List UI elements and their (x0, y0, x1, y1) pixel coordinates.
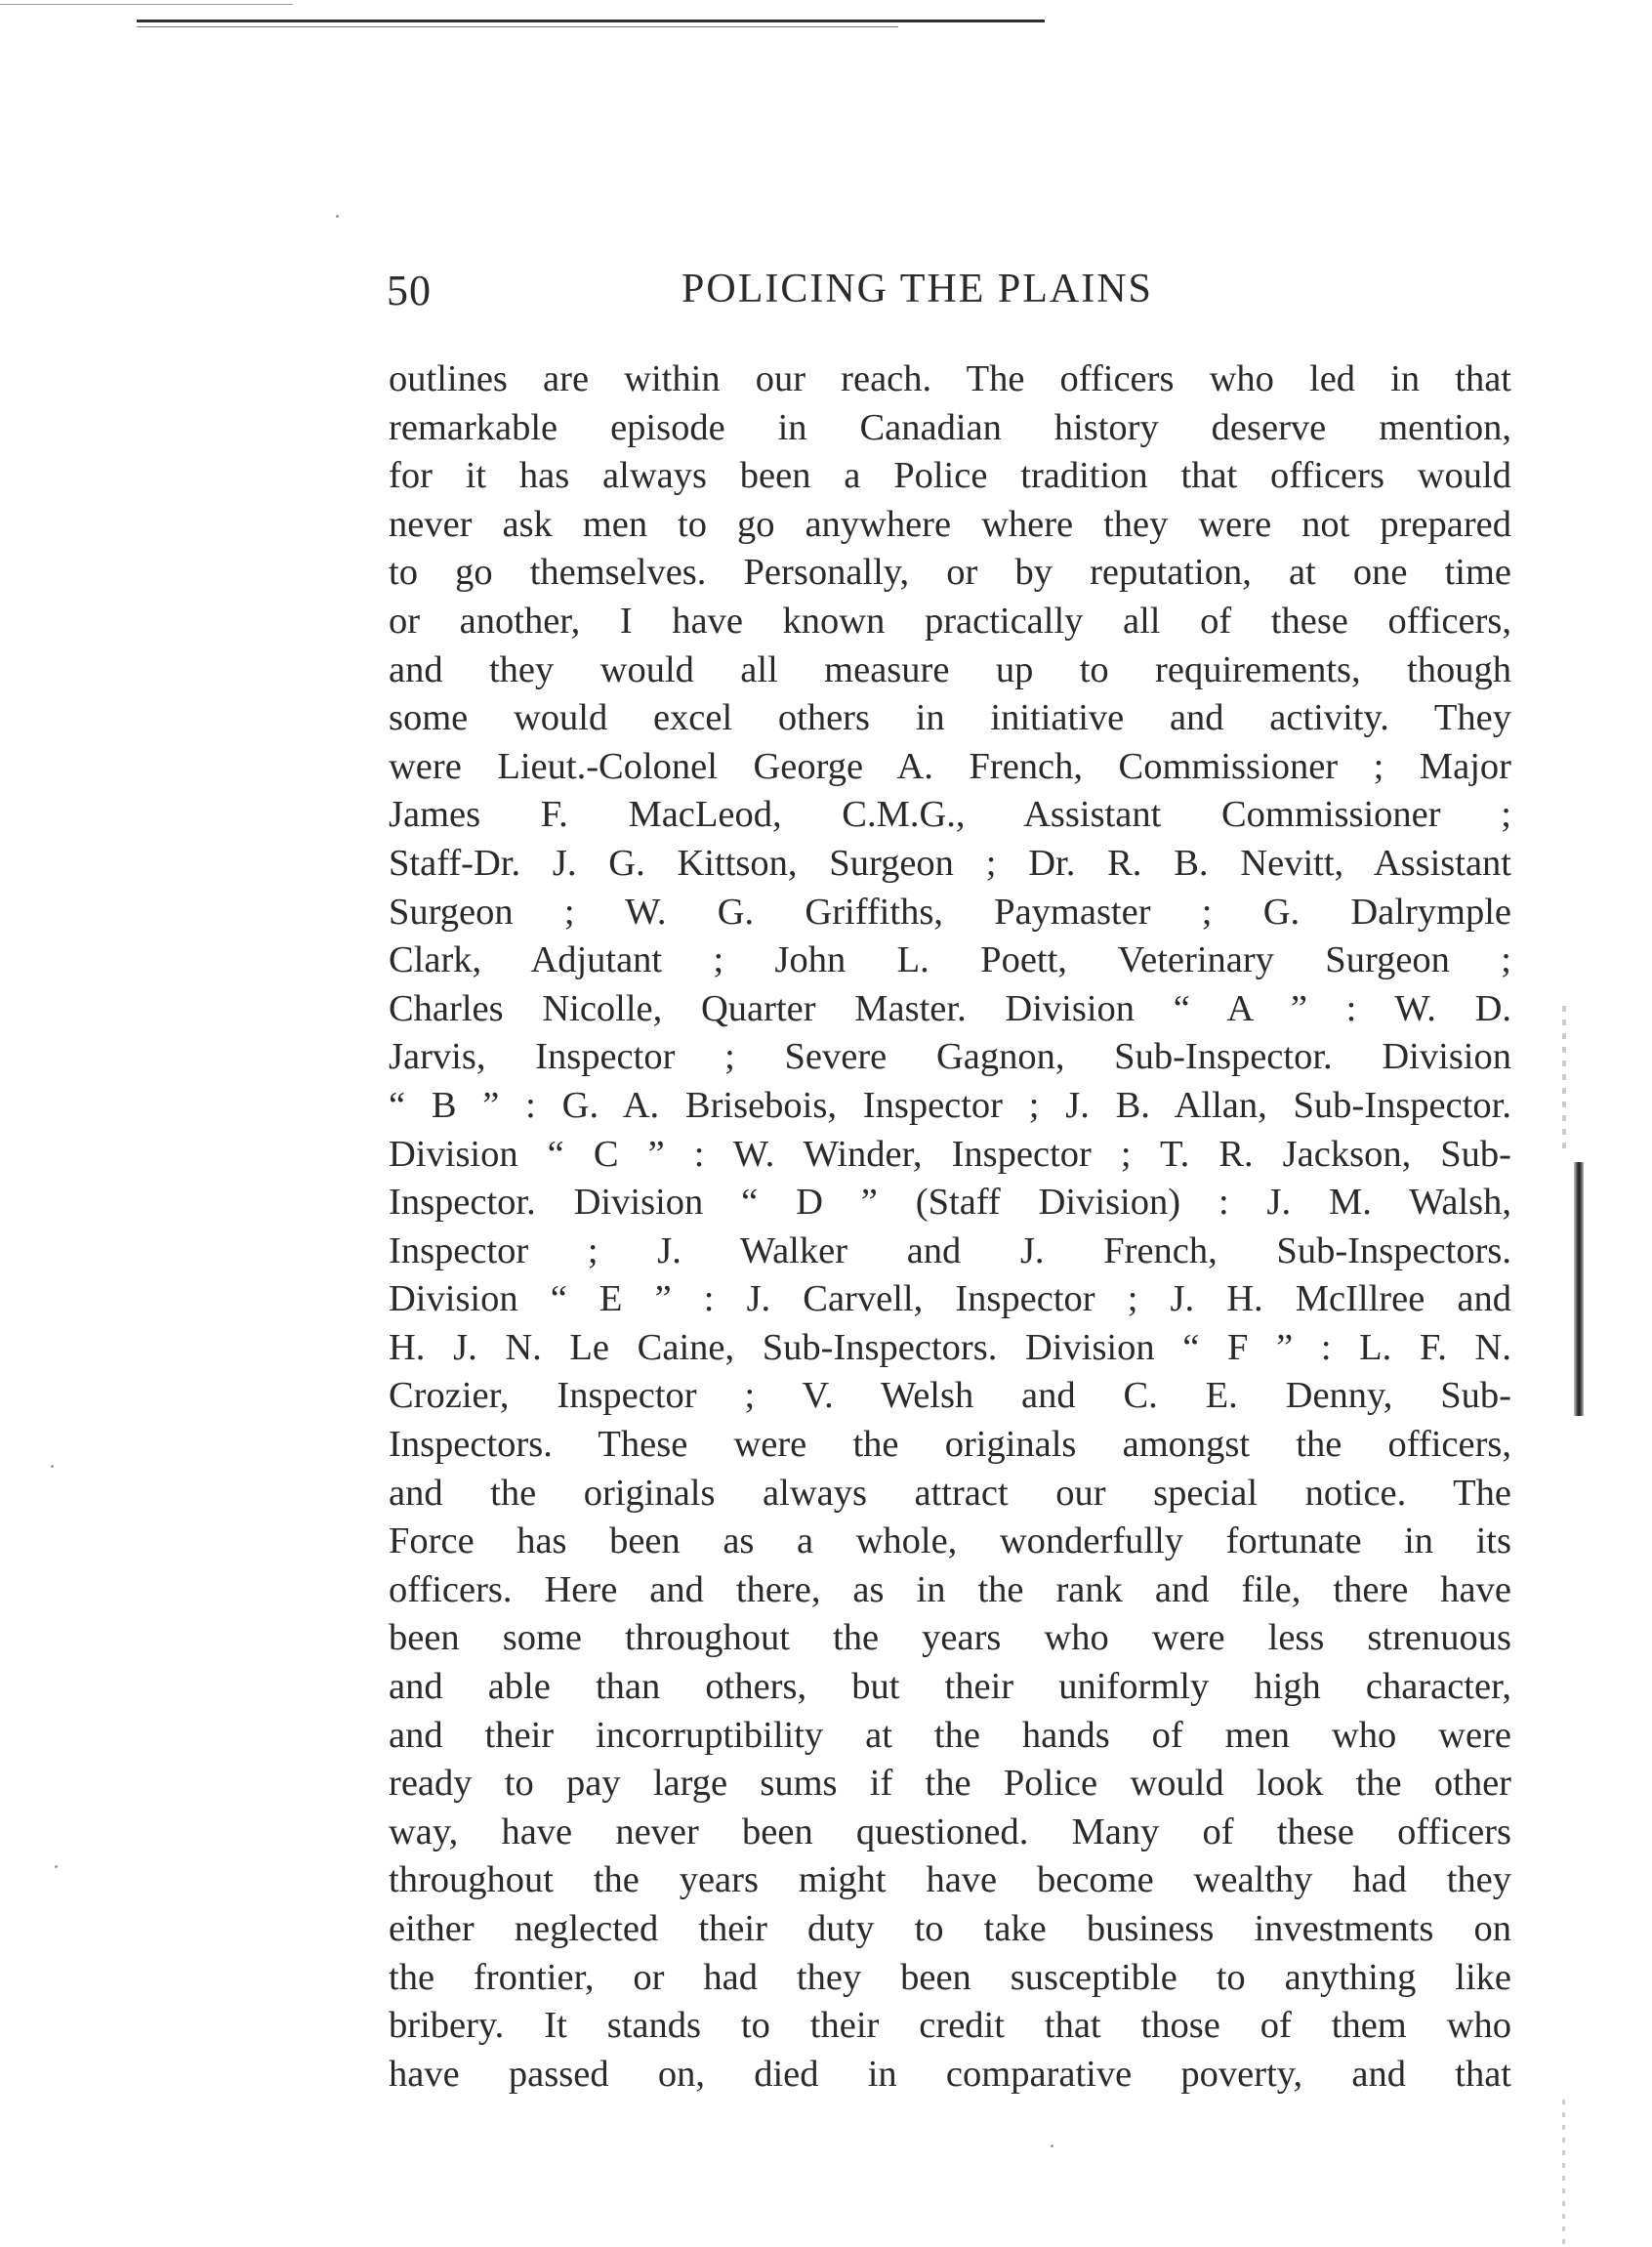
top-rule (137, 20, 1045, 22)
scan-noise (1562, 2100, 1565, 2246)
text-line: or another, I have known practically all of these officers, (389, 600, 1511, 642)
text-line: either neglected their duty to take business investments on (389, 1908, 1511, 1949)
text-line: Division “ C ” : W. Winder, Inspector ; T. R. Jackson, Sub- (389, 1133, 1511, 1175)
scan-speck (336, 215, 339, 218)
text-line: and the originals always attract our special notice. The (389, 1472, 1511, 1514)
text-line: been some throughout the years who were less strenuous (389, 1617, 1511, 1659)
text-line: some would excel others in initiative and activity. They (389, 697, 1511, 739)
text-line: officers. Here and there, as in the rank and file, there have (389, 1568, 1511, 1610)
text-line: and able than others, but their uniformly high character, (389, 1666, 1511, 1708)
text-line: for it has always been a Police tradition that officers would (389, 455, 1511, 497)
text-line: Inspectors. These were the originals amongst the officers, (389, 1424, 1511, 1466)
scan-binding-shadow (1574, 1162, 1584, 1416)
text-line: Clark, Adjutant ; John L. Poett, Veterinary Surgeon ; (389, 939, 1511, 981)
text-line: Division “ E ” : J. Carvell, Inspector ; J. H. McIllree and (389, 1278, 1511, 1320)
text-line: have passed on, died in comparative poverty, and that (389, 2053, 1511, 2095)
text-line: Jarvis, Inspector ; Severe Gagnon, Sub-Inspector. Division (389, 1036, 1511, 1078)
text-line: outlines are within our reach. The officers who led in that (389, 358, 1511, 399)
text-line: bribery. It stands to their credit that those of them who (389, 2005, 1511, 2047)
text-line: Crozier, Inspector ; V. Welsh and C. E. Denny, Sub- (389, 1375, 1511, 1417)
scan-speck (1051, 2144, 1053, 2147)
text-line: Charles Nicolle, Quarter Master. Division “ A ” : W. D. (389, 987, 1511, 1029)
text-line: Inspector ; J. Walker and J. French, Sub-Inspectors. (389, 1229, 1511, 1271)
text-line: never ask men to go anywhere where they were not prepared (389, 503, 1511, 545)
top-rule-thin (137, 26, 898, 27)
text-line: and they would all measure up to requirements, though (389, 648, 1511, 690)
text-line: remarkable episode in Canadian history deserve mention, (389, 406, 1511, 448)
scan-edge-line (0, 4, 293, 5)
text-line: James F. MacLeod, C.M.G., Assistant Commissioner ; (389, 794, 1511, 836)
text-line: ready to pay large sums if the Police would look the other (389, 1763, 1511, 1805)
text-line: the frontier, or had they been susceptible to anything like (389, 1956, 1511, 1998)
text-line: way, have never been questioned. Many of these officers (389, 1810, 1511, 1852)
scan-speck (55, 1865, 58, 1868)
text-line: and their incorruptibility at the hands of men who were (389, 1714, 1511, 1756)
page-number: 50 (387, 267, 432, 314)
text-line: to go themselves. Personally, or by reputation, at one time (389, 552, 1511, 594)
text-line: Surgeon ; W. G. Griffiths, Paymaster ; G. Dalrymple (389, 891, 1511, 933)
running-head (387, 266, 1226, 314)
scan-speck (51, 1465, 54, 1468)
text-line: were Lieut.-Colonel George A. French, Commissioner ; Major (389, 745, 1511, 787)
text-line: Inspector. Division “ D ” (Staff Division) : J. M. Walsh, (389, 1182, 1511, 1224)
text-line: Staff-Dr. J. G. Kittson, Surgeon ; Dr. R. B. Nevitt, Assistant (389, 842, 1511, 884)
body-text (389, 355, 1511, 2099)
text-line: throughout the years might have become wealthy had they (389, 1859, 1511, 1901)
text-line: “ B ” : G. A. Brisebois, Inspector ; J. B. Allan, Sub-Inspector. (389, 1084, 1511, 1126)
scan-noise (1562, 1006, 1566, 1152)
page-title: POLICING THE PLAINS (681, 267, 1153, 312)
text-line: H. J. N. Le Caine, Sub-Inspectors. Division “ F ” : L. F. N. (389, 1326, 1511, 1368)
text-line: Force has been as a whole, wonderfully fortunate in its (389, 1520, 1511, 1562)
